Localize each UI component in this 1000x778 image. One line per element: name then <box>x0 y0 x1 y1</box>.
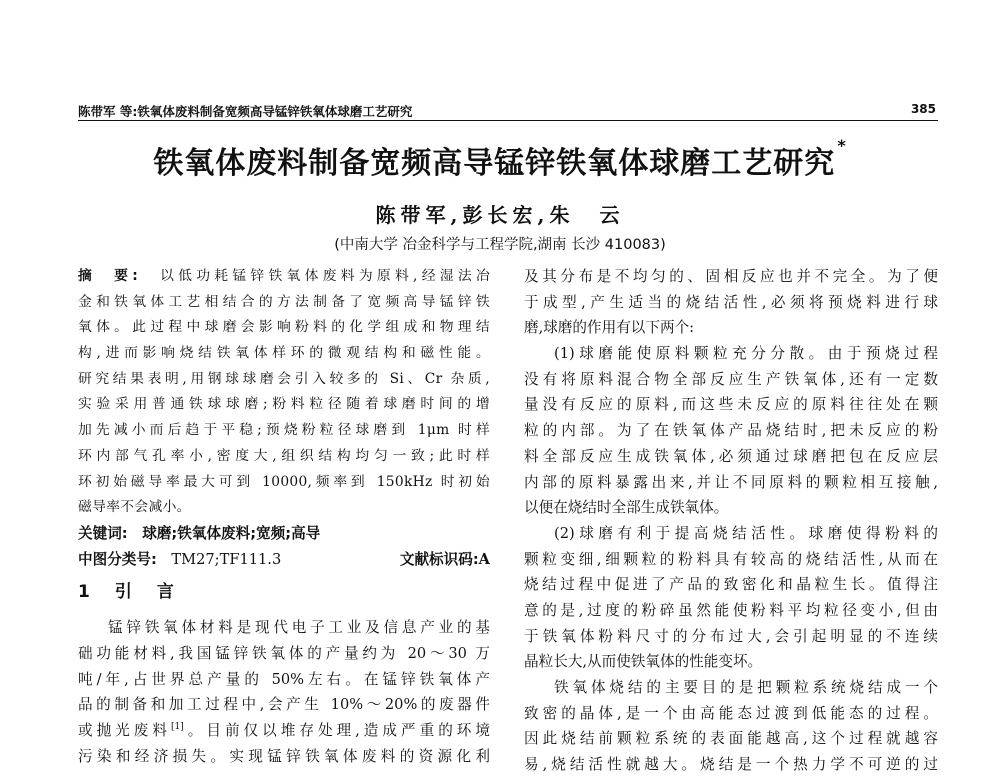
body-line: 烧结过程中促进了产品的致密化和晶粒生长。值得注 <box>524 576 938 594</box>
abstract-line: 金和铁氧体工艺相结合的方法制备了宽频高导锰锌铁 <box>78 293 490 310</box>
abstract-line: 摘 要: 以低功耗锰锌铁氧体废料为原料,经湿法冶 <box>78 268 490 284</box>
section-heading-introduction: 1 引 言 <box>78 582 178 603</box>
body-line: (2)球磨有利于提高烧结活性。球磨使得粉料的 <box>554 524 938 542</box>
abstract-line: 磁导率不会减小。 <box>78 499 191 516</box>
body-line: 以便在烧结时全部生成铁氧体。 <box>524 499 729 517</box>
intro-line: 污染和经济损失。实现锰锌铁氧体废料的资源化利 <box>78 747 490 765</box>
body-line: 铁氧体烧结的主要目的是把颗粒系统烧结成一个 <box>554 679 938 696</box>
abstract-line: 氧体。此过程中球磨会影响粉料的化学组成和物理结 <box>78 319 490 336</box>
abstract-label: 摘 要: <box>78 268 139 284</box>
title-footnote-mark: * <box>837 136 847 155</box>
body-line: 颗粒变细,细颗粒的粉料具有较高的烧结活性,从而在 <box>524 550 938 568</box>
running-title: 陈带军 等:铁氧体废料制备宽频高导锰锌铁氧体球磨工艺研究 <box>78 104 413 119</box>
keywords <box>78 521 490 547</box>
intro-line: 品的制备和加工过程中,会产生 10%～20%的废器件 <box>78 696 490 714</box>
body-line: 料全部反应生成铁氧体,必须通过球磨把包在反应层 <box>524 447 938 465</box>
document-code-value: A <box>478 550 490 568</box>
body-line: 因此烧结前颗粒系统的表面能越高,这个过程就越容 <box>524 730 938 748</box>
body-line: 致密的晶体,是一个由高能态过渡到低能态的过程。 <box>524 704 938 722</box>
right-column <box>524 264 938 778</box>
author-list: 陈带军,彭长宏,朱 云 <box>375 203 625 227</box>
abstract-line: 环初始磁导率最大可到 10000,频率到 150kHz 时初始 <box>78 473 490 490</box>
abstract-line: 加先减小而后趋于平稳;预烧粉粒径球磨到 1μm 时样 <box>78 422 490 439</box>
intro-line: 础功能材料,我国锰锌铁氧体的产量约为 20～30 万 <box>78 644 490 662</box>
keywords-value: 球磨;铁氧体废料;宽频;高导 <box>142 524 321 542</box>
intro-line: 锰锌铁氧体材料是现代电子工业及信息产业的基 <box>108 619 490 637</box>
document-code-label: 文献标识码: <box>399 550 479 568</box>
left-column <box>78 264 490 769</box>
abstract-line: 环内部气孔率小,密度大,组织结构均匀一致;此时样 <box>78 447 490 464</box>
intro-line: 吨/年,占世界总产量的 50%左右。在锰锌铁氧体产 <box>78 670 490 688</box>
classification-row <box>78 547 490 573</box>
body-line: 量没有反应的原料,而这些未反应的原料往往处在颗 <box>524 396 938 414</box>
abstract-line: 实验采用普通铁球球磨;粉料粒径随着球磨时间的增 <box>78 396 490 413</box>
body-line: (1)球磨能使原料颗粒充分分散。由于预烧过程 <box>554 345 938 363</box>
body-line: 粒的内部。为了在铁氧体产品烧结时,把未反应的粉 <box>524 422 938 440</box>
body-line: 易,烧结活性就越大。烧结是一个热力学不可逆的过 <box>524 756 938 774</box>
abstract-line: 研究结果表明,用钢球球磨会引入较多的 Si、Cr 杂质, <box>78 370 490 387</box>
abstract <box>78 264 490 521</box>
paper-title <box>0 138 1000 182</box>
paper-title-text: 铁氧体废料制备宽频高导锰锌铁氧体球磨工艺研究 <box>153 146 836 181</box>
body-line: 晶粒长大,从而使铁氧体的性能变坏。 <box>524 653 763 671</box>
keywords-label: 关键词: <box>78 524 128 542</box>
intro-line: 或抛光废料[1]。目前仅以堆存处理,造成严重的环境 <box>78 722 490 739</box>
body-line: 意的是,过度的粉碎虽然能使粉料平均粒径变小,但由 <box>524 601 938 619</box>
page-number: 385 <box>910 102 936 116</box>
classification-label: 中图分类号: <box>78 550 157 568</box>
citation-ref: [1] <box>171 722 184 733</box>
body-line: 磨,球磨的作用有以下两个: <box>524 319 695 337</box>
abstract-line: 构,进而影响烧结铁氧体样环的微观结构和磁性能。 <box>78 345 490 362</box>
body-line: 内部的原料暴露出来,并让不同原料的颗粒相互接触, <box>524 473 938 491</box>
running-header <box>78 100 938 121</box>
body-line: 及其分布是不均匀的、固相反应也并不完全。为了便 <box>524 268 938 285</box>
body-line: 于铁氧体粉料尺寸的分布过大,会引起明显的不连续 <box>524 627 938 645</box>
body-line: 于成型,产生适当的烧结活性,必须将预烧料进行球 <box>524 293 938 311</box>
classification-value: TM27;TF111.3 <box>171 550 282 568</box>
author-affiliation: (中南大学 冶金科学与工程学院,湖南 长沙 410083) <box>334 237 666 253</box>
body-line: 没有将原料混合物全部反应生产铁氧体,还有一定数 <box>524 370 938 388</box>
